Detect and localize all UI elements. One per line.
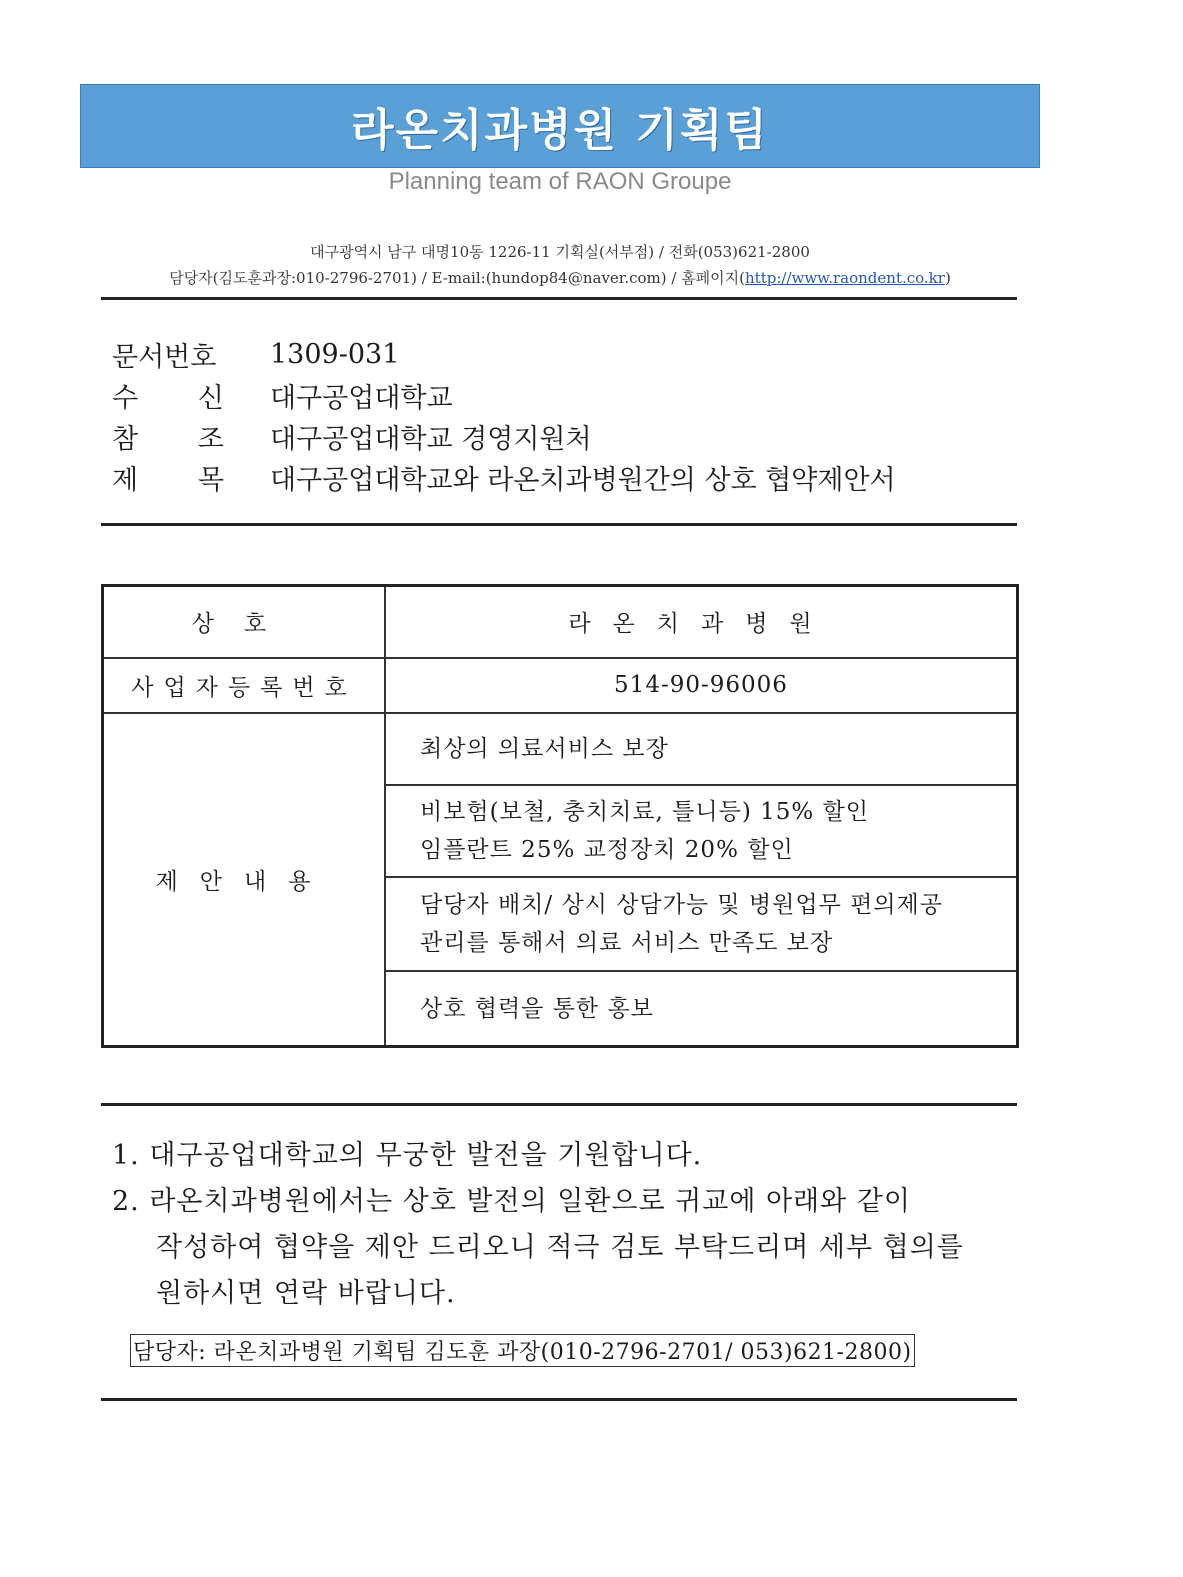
proposal-label: 제안내용 xyxy=(103,713,386,1047)
proposal-line: 임플란트 25% 교정장치 20% 할인 xyxy=(420,837,794,864)
subject-label-a: 제 xyxy=(112,465,139,496)
proposal-line: 최상의 의료서비스 보장 xyxy=(420,735,669,762)
header-banner xyxy=(80,84,1040,168)
subject-label-b: 목 xyxy=(197,465,224,496)
document-info xyxy=(112,334,896,498)
proposal-table xyxy=(101,584,1019,1048)
recipient-value: 대구공업대학교 xyxy=(270,383,453,414)
recipient-row xyxy=(112,375,896,416)
reference-label-a: 참 xyxy=(112,424,139,455)
company-value: 라온치과병원 xyxy=(385,586,1018,658)
header-title: 라온치과병원 기획팀 xyxy=(351,105,769,156)
address-line: 대구광역시 남구 대명10동 1226-11 기획실(서부점) / 전화(053)621-2800 xyxy=(310,243,810,261)
proposal-line: 관리를 통해서 의료 서비스 만족도 보장 xyxy=(420,930,834,957)
proposal-item xyxy=(385,713,1018,785)
header-subtitle: Planning team of RAON Groupe xyxy=(388,168,732,195)
reference-label xyxy=(112,417,224,456)
divider xyxy=(101,523,1017,526)
closing-paragraph-1: 1. 대구공업대학교의 무궁한 발전을 기원합니다. xyxy=(112,1140,703,1171)
doc-number-label: 문서번호 xyxy=(112,342,217,373)
closing-paragraph-2: 2. 라온치과병원에서는 상호 발전의 일환으로 귀교에 아래와 같이 xyxy=(112,1186,911,1217)
table-row xyxy=(103,658,1018,713)
doc-number-value: 1309-031 xyxy=(270,339,400,370)
proposal-item xyxy=(385,785,1018,877)
divider xyxy=(101,297,1017,300)
divider xyxy=(101,1398,1017,1401)
doc-number-row xyxy=(112,334,896,375)
reference-label-b: 조 xyxy=(197,424,224,455)
proposal-item xyxy=(385,971,1018,1046)
subject-row xyxy=(112,457,896,498)
proposal-item xyxy=(385,877,1018,971)
contact-suffix: ) xyxy=(944,269,951,287)
reference-row xyxy=(112,416,896,457)
recipient-label-a: 수 xyxy=(112,383,139,414)
closing-text xyxy=(112,1133,964,1317)
closing-paragraph-2-cont: 원하시면 연락 바랍니다. xyxy=(156,1278,456,1309)
contact-line xyxy=(100,267,1020,288)
subject-value: 대구공업대학교와 라온치과병원간의 상호 협약제안서 xyxy=(270,465,896,496)
table-row xyxy=(103,713,1018,785)
registration-label: 사업자등록번호 xyxy=(103,658,386,713)
recipient-label-b: 신 xyxy=(197,383,224,414)
divider xyxy=(101,1103,1017,1106)
closing-paragraph-2-cont: 작성하여 협약을 제안 드리오니 적극 검토 부탁드리며 세부 협의를 xyxy=(156,1232,964,1263)
registration-value: 514-90-96006 xyxy=(385,658,1018,713)
reference-value: 대구공업대학교 경영지원처 xyxy=(270,424,592,455)
subject-label xyxy=(112,458,224,497)
recipient-label xyxy=(112,376,224,415)
homepage-link[interactable]: http://www.raondent.co.kr xyxy=(745,269,945,287)
contact-note: 담당자: 라온치과병원 기획팀 김도훈 과장(010-2796-2701/ 053)621-2800) xyxy=(130,1334,915,1367)
contact-prefix: 담당자(김도훈과장:010-2796-2701) / E-mail:(hundop84@naver.com) / 홈페이지( xyxy=(169,269,746,287)
table-row xyxy=(103,586,1018,658)
proposal-line: 비보험(보철, 충치치료, 틀니등) 15% 할인 xyxy=(420,799,869,826)
proposal-line: 담당자 배치/ 상시 상담가능 및 병원업무 편의제공 xyxy=(420,892,943,919)
company-label: 상호 xyxy=(103,586,386,658)
proposal-line: 상호 협력을 통한 홍보 xyxy=(420,995,654,1022)
